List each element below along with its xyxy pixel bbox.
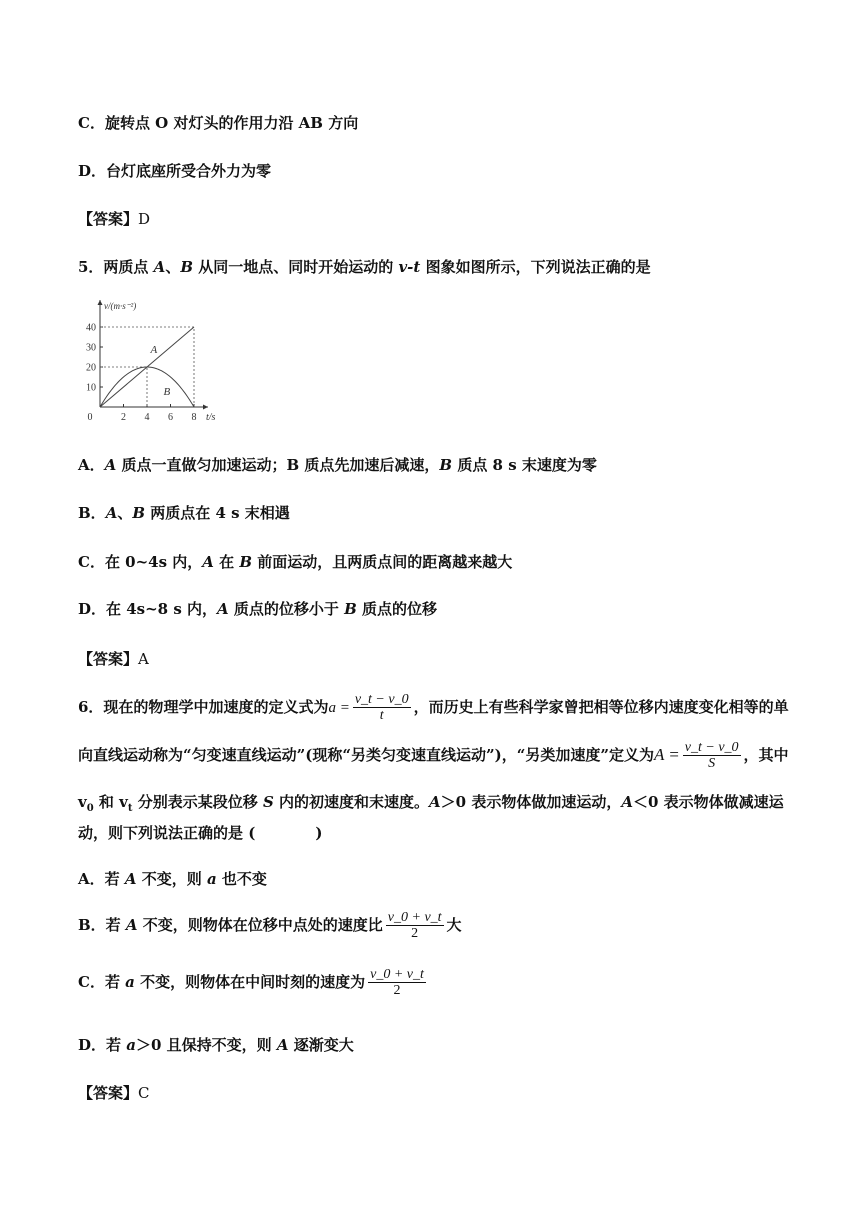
text: D．若 (78, 1036, 127, 1054)
y-tick-label: 40 (86, 322, 96, 334)
var-a: A (153, 258, 166, 276)
answer-label: 【答案】 (78, 1084, 139, 1102)
text: 质点一直做匀加速运动；B 质点先加速后减速， (116, 456, 440, 474)
x-axis-label: t/s (206, 412, 216, 423)
formula-a-lhs: a = (328, 699, 350, 716)
var-b: B (239, 553, 253, 571)
text: C．在 0~4s 内， (78, 553, 203, 571)
option-d-q4 (78, 160, 271, 181)
question-6-line-1 (78, 692, 789, 724)
y-axis-label: v/(m·s⁻²) (104, 301, 137, 311)
var-A: A (276, 1036, 289, 1054)
option-d-q6 (78, 1034, 354, 1055)
option-a-q6 (78, 868, 267, 889)
text: 动，则下列说法正确的是 ( ) (78, 824, 323, 842)
var-A: A (429, 793, 441, 811)
text: 内的初速度和末速度。 (273, 793, 430, 811)
option-d-q5 (78, 598, 437, 619)
text: 5．两质点 (78, 258, 154, 276)
var-A: A (125, 915, 138, 934)
annotation-a: A (150, 344, 158, 356)
avg-velocity-fraction (386, 910, 444, 942)
text: 前面运动，且两质点间的距离越来越大 (252, 553, 513, 571)
text: D．在 4s~8 s 内， (78, 600, 218, 618)
answer-q5 (78, 648, 149, 669)
formula-a-fraction (353, 692, 411, 724)
var-s: S (262, 793, 274, 811)
var-a: A (105, 504, 118, 522)
y-axis-arrow (98, 300, 103, 305)
var-a: a (206, 870, 217, 888)
var-v0: v (78, 793, 87, 811)
x-tick-label: 4 (144, 412, 150, 423)
x-tick-label: 2 (121, 412, 126, 423)
numerator: v_0 + v_t (387, 910, 442, 925)
text: A． (78, 456, 105, 474)
answer-value: A (138, 650, 149, 668)
text: 也不变 (216, 870, 267, 888)
subscript: t (127, 803, 133, 814)
text: B．若 (78, 915, 126, 934)
var-b: B (439, 456, 453, 474)
option-c-q5 (78, 551, 512, 572)
x-tick-label: 8 (191, 412, 197, 423)
question-6-line-2 (78, 740, 789, 772)
text: 和 (93, 793, 120, 811)
avg-velocity-fraction (368, 967, 426, 999)
answer-q6 (78, 1082, 150, 1103)
text: 图象如图所示，下列说法正确的是 (420, 258, 651, 276)
formula-A-lhs: A = (653, 744, 680, 764)
text: ，而历史上有些科学家曾把相等位移内速度变化相等的单 (413, 697, 789, 716)
denominator: 2 (393, 983, 401, 999)
denominator: 2 (411, 926, 419, 942)
x-axis-arrow (203, 405, 208, 410)
text: 从同一地点、同时开始运动的 (193, 258, 399, 276)
option-text: D．台灯底座所受合外力为零 (78, 162, 272, 180)
text: ＞0 且保持不变，则 (135, 1036, 277, 1054)
answer-label: 【答案】 (78, 650, 139, 668)
option-b-q5 (78, 502, 290, 523)
annotation-b: B (163, 386, 171, 398)
var-b: B (132, 504, 146, 522)
text: 大 (446, 915, 462, 934)
text: 、 (117, 504, 133, 522)
var-A: A (124, 870, 137, 888)
vt-graph (82, 294, 232, 424)
denominator: S (708, 756, 716, 772)
subscript: 0 (86, 803, 94, 814)
numerator: v_0 + v_t (370, 967, 424, 982)
text: ＞0 表示物体做加速运动， (440, 793, 622, 811)
question-6-line-3 (78, 791, 784, 814)
x-tick-label: 6 (168, 412, 173, 423)
text: 分别表示某段位移 (132, 793, 263, 811)
option-b-q6 (78, 910, 462, 942)
text: C．若 (78, 972, 126, 991)
answer-value: C (138, 1084, 150, 1102)
y-tick-label: 20 (86, 362, 96, 374)
text: 向直线运动称为“匀变速直线运动”(现称“另类匀变速直线运动”)，“另类加速度”定义为 (78, 745, 654, 764)
var-vt: v-t (398, 258, 421, 276)
answer-label: 【答案】 (78, 210, 139, 228)
text: 两质点在 4 s 末相遇 (145, 504, 290, 522)
option-a-q5 (78, 454, 597, 475)
text: 、 (165, 258, 181, 276)
option-text: C．旋转点 O 对灯头的作用力沿 AB 方向 (78, 114, 359, 132)
text: 质点 8 s 末速度为零 (452, 456, 597, 474)
var-a: A (104, 456, 117, 474)
text: ＜0 表示物体做减速运 (632, 793, 784, 811)
option-c-q6 (78, 967, 429, 999)
var-A: A (621, 793, 633, 811)
text: 质点的位移 (356, 600, 438, 618)
x-tick-label: 0 (87, 412, 93, 423)
text: B． (78, 504, 106, 522)
numerator: v_t − v_0 (354, 692, 409, 707)
answer-value: D (138, 210, 151, 228)
formula-A-fraction (683, 740, 741, 772)
var-a: a (126, 1036, 136, 1054)
option-c-q4 (78, 112, 358, 133)
denominator: t (379, 708, 384, 724)
numerator: v_t − v_0 (684, 740, 739, 755)
question-5 (78, 256, 651, 277)
text: 在 (213, 553, 240, 571)
var-a: A (217, 600, 229, 618)
text: A．若 (78, 870, 125, 888)
var-b: B (344, 600, 357, 618)
text: ，其中 (743, 745, 789, 764)
text: 6．现在的物理学中加速度的定义式为 (78, 697, 329, 716)
text: 不变，则物体在位移中点处的速度比 (137, 915, 383, 934)
y-tick-label: 30 (86, 342, 96, 354)
text: 不变，则物体在中间时刻的速度为 (134, 972, 366, 991)
text: 逐渐变大 (288, 1036, 354, 1054)
text: 质点的位移小于 (228, 600, 345, 618)
var-b: B (180, 258, 194, 276)
y-tick-label: 10 (86, 382, 96, 394)
text: 不变，则 (136, 870, 207, 888)
var-a: A (202, 553, 214, 571)
var-vt: v (119, 793, 128, 811)
var-a: a (125, 972, 135, 991)
answer-q4 (78, 208, 150, 229)
question-6-line-4 (78, 822, 322, 843)
